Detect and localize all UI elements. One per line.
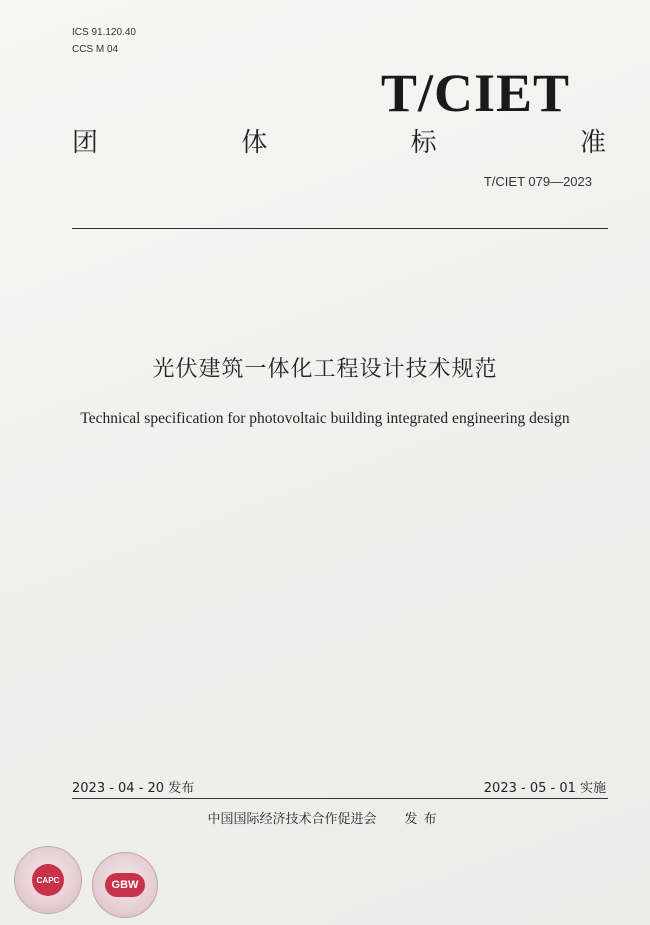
gbw-seal-label: GBW [105, 873, 145, 897]
standard-brand-logo: T/CIET [380, 63, 570, 123]
ics-code: ICS 91.120.40 [72, 27, 136, 38]
bottom-divider [72, 798, 608, 799]
publish-word: 发布 [404, 812, 443, 827]
top-divider [72, 228, 608, 229]
standard-type-char: 标 [410, 128, 437, 158]
title-english: Technical specification for photovoltaic building integrated engineering design [80, 410, 570, 427]
implementation-date: 2023 - 05 - 01 实施 [483, 781, 606, 796]
ccs-code: CCS M 04 [72, 44, 119, 55]
standard-number: T/CIET 079—2023 [483, 174, 592, 189]
capc-seal-label: CAPC [32, 864, 64, 896]
publisher-line [0, 808, 650, 827]
gbw-seal-icon [92, 852, 158, 918]
issue-date: 2023 - 04 - 20 发布 [72, 781, 195, 796]
standard-type-char: 团 [72, 128, 99, 158]
standard-type-heading [72, 122, 606, 159]
standard-type-char: 准 [579, 128, 606, 158]
classification-codes [72, 24, 136, 58]
publisher-name: 中国国际经济技术合作促进会 [207, 812, 377, 827]
title-chinese: 光伏建筑一体化工程设计技术规范 [152, 357, 498, 382]
standard-type-char: 体 [241, 128, 268, 158]
capc-seal-icon [14, 846, 82, 914]
